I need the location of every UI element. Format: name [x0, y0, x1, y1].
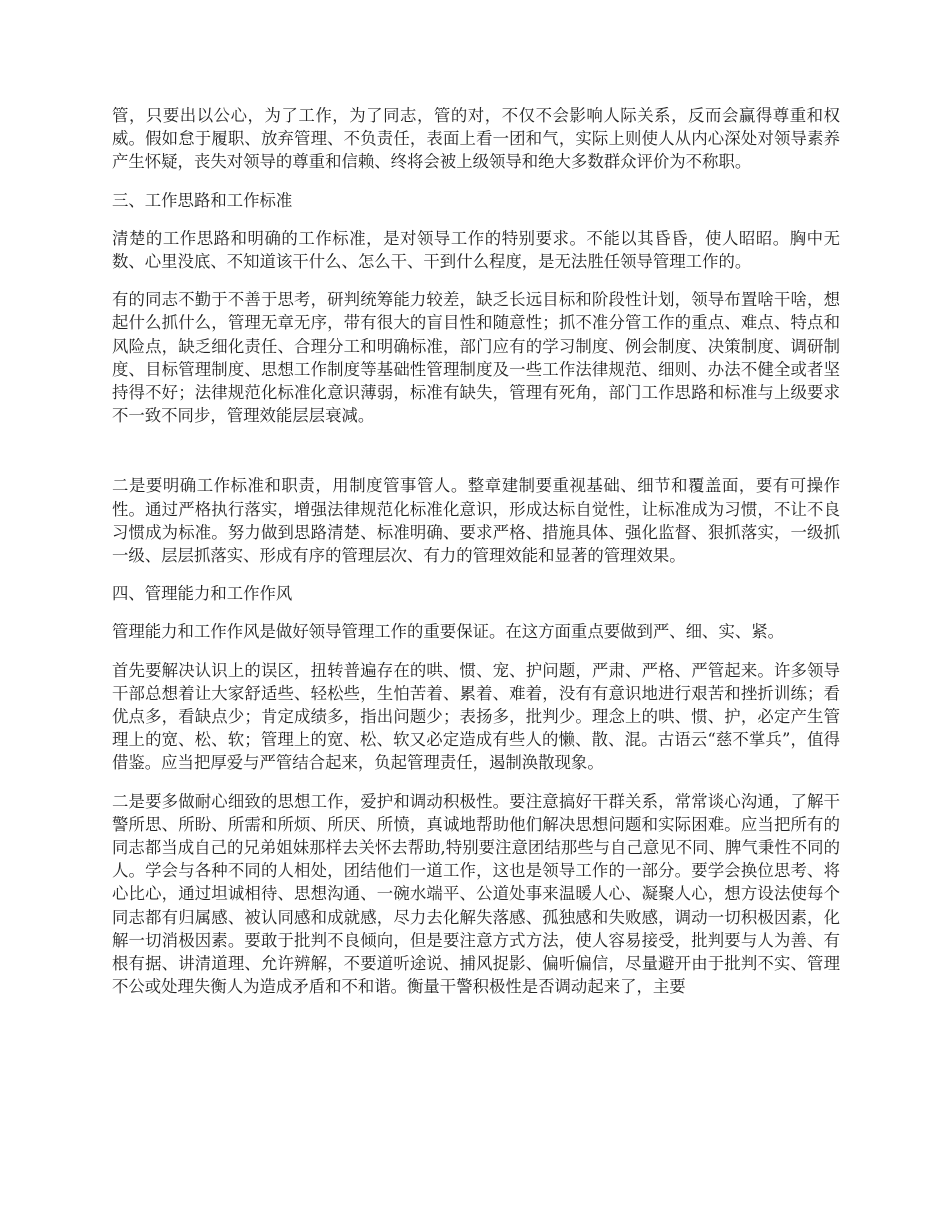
paragraph: 二是要明确工作标准和职责，用制度管事管人。整章建制要重视基础、细节和覆盖面，要有可操作性。通过严格执行落实，增强法律规范化标准化意识，形成达标自觉性，让标准成为习惯，不让不良习惯成为标准。努力做到思路清楚、标准明确、要求严格、措施具体、强化监督、狠抓落实，一级抓一级、层层抓落实、形成有序的管理层次、有力的管理效能和显著的管理效果。 [112, 476, 840, 566]
paragraph: 首先要解决认识上的误区，扭转普遍存在的哄、惯、宠、护问题，严肃、严格、严管起来。许多领导干部总想着让大家舒适些、轻松些，生怕苦着、累着、难着，没有有意识地进行艰苦和挫折训练；看优点多，看缺点少；肯定成绩多，指出问题少；表扬多，批判少。理念上的哄、惯、护，必定产生管理上的宽、松、软；管理上的宽、松、软又必定造成有些人的懒、散、混。古语云“慈不掌兵”，值得借鉴。应当把厚爱与严管结合起来，负起管理责任，遏制涣散现象。 [112, 660, 840, 773]
paragraph: 管，只要出以公心，为了工作，为了同志，管的对，不仅不会影响人际关系，反而会赢得尊重和权威。假如怠于履职、放弃管理、不负责任，表面上看一团和气，实际上则使人从内心深处对领导素养产生怀疑，丧失对领导的尊重和信赖、终将会被上级领导和绝大多数群众评价为不称职。 [112, 106, 840, 172]
paragraph: 有的同志不勤于不善于思考，研判统筹能力较差，缺乏长远目标和阶段性计划，领导布置啥干啥，想起什么抓什么，管理无章无序，带有很大的盲目性和随意性；抓不准分管工作的重点、难点、特点和风险点，缺乏细化责任、合理分工和明确标准，部门应有的学习制度、例会制度、决策制度、调研制度、目标管理制度、思想工作制度等基础性管理制度及一些工作法律规范、细则、办法不健全或者坚持得不好；法律规范化标准化意识薄弱，标准有缺失，管理有死角，部门工作思路和标准与上级要求不一致不同步，管理效能层层衰减。 [112, 290, 840, 426]
section-heading: 四、管理能力和工作作风 [112, 584, 293, 604]
section-heading: 三、工作思路和工作标准 [112, 190, 293, 210]
paragraph: 管理能力和工作作风是做好领导管理工作的重要保证。在这方面重点要做到严、细、实、紧。 [112, 622, 785, 642]
paragraph: 清楚的工作思路和明确的工作标准，是对领导工作的特别要求。不能以其昏昏，使人昭昭。胸中无数、心里没底、不知道该干什么、怎么干、干到什么程度，是无法胜任领导管理工作的。 [112, 228, 840, 272]
blank-gap [112, 442, 840, 474]
paragraph: 二是要多做耐心细致的思想工作，爱护和调动积极性。要注意搞好干群关系，常常谈心沟通，了解干警所思、所盼、所需和所烦、所厌、所愤，真诚地帮助他们解决思想问题和实际困难。应当把所有的同志都当成自己的兄弟姐妹那样去关怀去帮助,特别要注意团结那些与自己意见不同、脾气秉性不同的人。学会与各种不同的人相处，团结他们一道工作，这也是领导工作的一部分。要学会换位思考、将心比心，通过坦诚相待、思想沟通、一碗水端平、公道处事来温暖人心、凝聚人心，想方设法使每个同志都有归属感、被认同感和成就感，尽力去化解失落感、孤独感和失败感，调动一切积极因素，化解一切消极因素。要敢于批判不良倾向，但是要注意方式方法，使人容易接受，批判要与人为善、有根有据、讲清道理、允许辨解，不要道听途说、捕风捉影、偏听偏信，尽量避开由于批判不实、管理不公或处理失衡人为造成矛盾和不和谐。衡量干警积极性是否调动起来了，主要 [112, 791, 840, 997]
document-body [112, 104, 840, 1014]
